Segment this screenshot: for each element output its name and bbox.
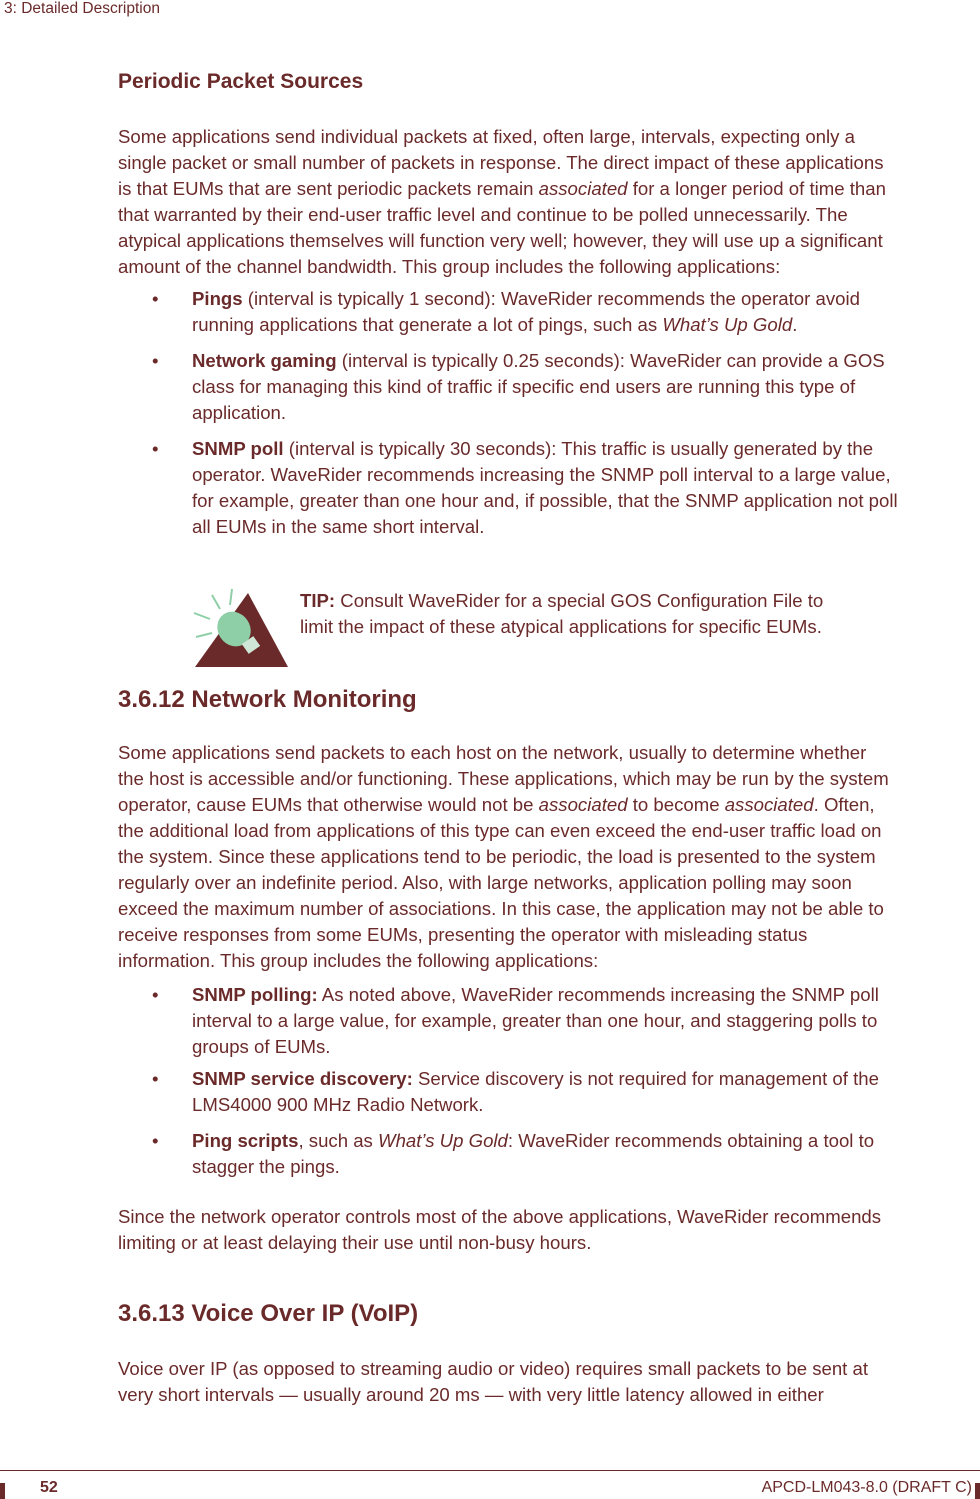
bullet-glyph: • — [152, 438, 159, 459]
section-title-voip: 3.6.13 Voice Over IP (VoIP) — [118, 1300, 419, 1327]
voip-paragraph: Voice over IP (as opposed to streaming audio or video) requires small packets to be sent at very short intervals — usually around 20 ms — with very little latency allowed in either — [118, 1358, 869, 1405]
bullet-glyph: • — [152, 350, 159, 371]
monitoring-closing: Since the network operator controls most of the above applications, WaveRider recommends limiting or at least delaying their use until non-busy hours. — [118, 1206, 882, 1253]
tip-note: TIP: Consult WaveRider for a special GOS Configuration File to limit the impact of these atypical applications for specific EUMs. — [300, 590, 824, 637]
bullet-glyph: • — [152, 984, 159, 1005]
bullet-glyph: • — [152, 288, 159, 309]
lightbulb-icon — [190, 585, 290, 670]
footer-rule — [0, 1470, 980, 1471]
bullet-glyph: • — [152, 1130, 159, 1151]
periodic-intro: Some applications send individual packets at fixed, often large, intervals, expecting only a single packet or small number of packets in response. The direct impact of these applications is that EUMs that are sent periodic packets remain associated for a longer period of time than that warranted by their end-user traffic level and continue to be polled unnecessarily. The atypical applications themselves will function very well; however, they will use up a significant amount of the channel bandwidth. This group includes the following applications: — [118, 126, 886, 277]
page-number: 52 — [40, 1479, 58, 1496]
monitoring-paragraph: Some applications send packets to each host on the network, usually to determine whether the host is accessible and/or functioning. These applications, which may be run by the system operator, cause EUMs that otherwise would not be associated to become associated. Often, the additional load from applications of this type can even exceed the end-user traffic load on the system. Since these applications tend to be periodic, the load is presented to the system regularly over an indefinite period. Also, with large networks, application polling may soon exceed the maximum number of associations. In this case, the application may not be able to receive responses from some EUMs, presenting the operator with misleading status information. This group includes the following applications: — [118, 742, 889, 971]
footer-mark-left — [0, 1483, 5, 1499]
document-id: APCD-LM043-8.0 (DRAFT C) — [761, 1479, 972, 1496]
running-header: 3: Detailed Description — [4, 0, 160, 17]
section-title-periodic: Periodic Packet Sources — [118, 70, 364, 93]
footer-mark-right — [975, 1483, 980, 1499]
bullet-glyph: • — [152, 1068, 159, 1089]
section-title-network-monitoring: 3.6.12 Network Monitoring — [118, 686, 417, 713]
